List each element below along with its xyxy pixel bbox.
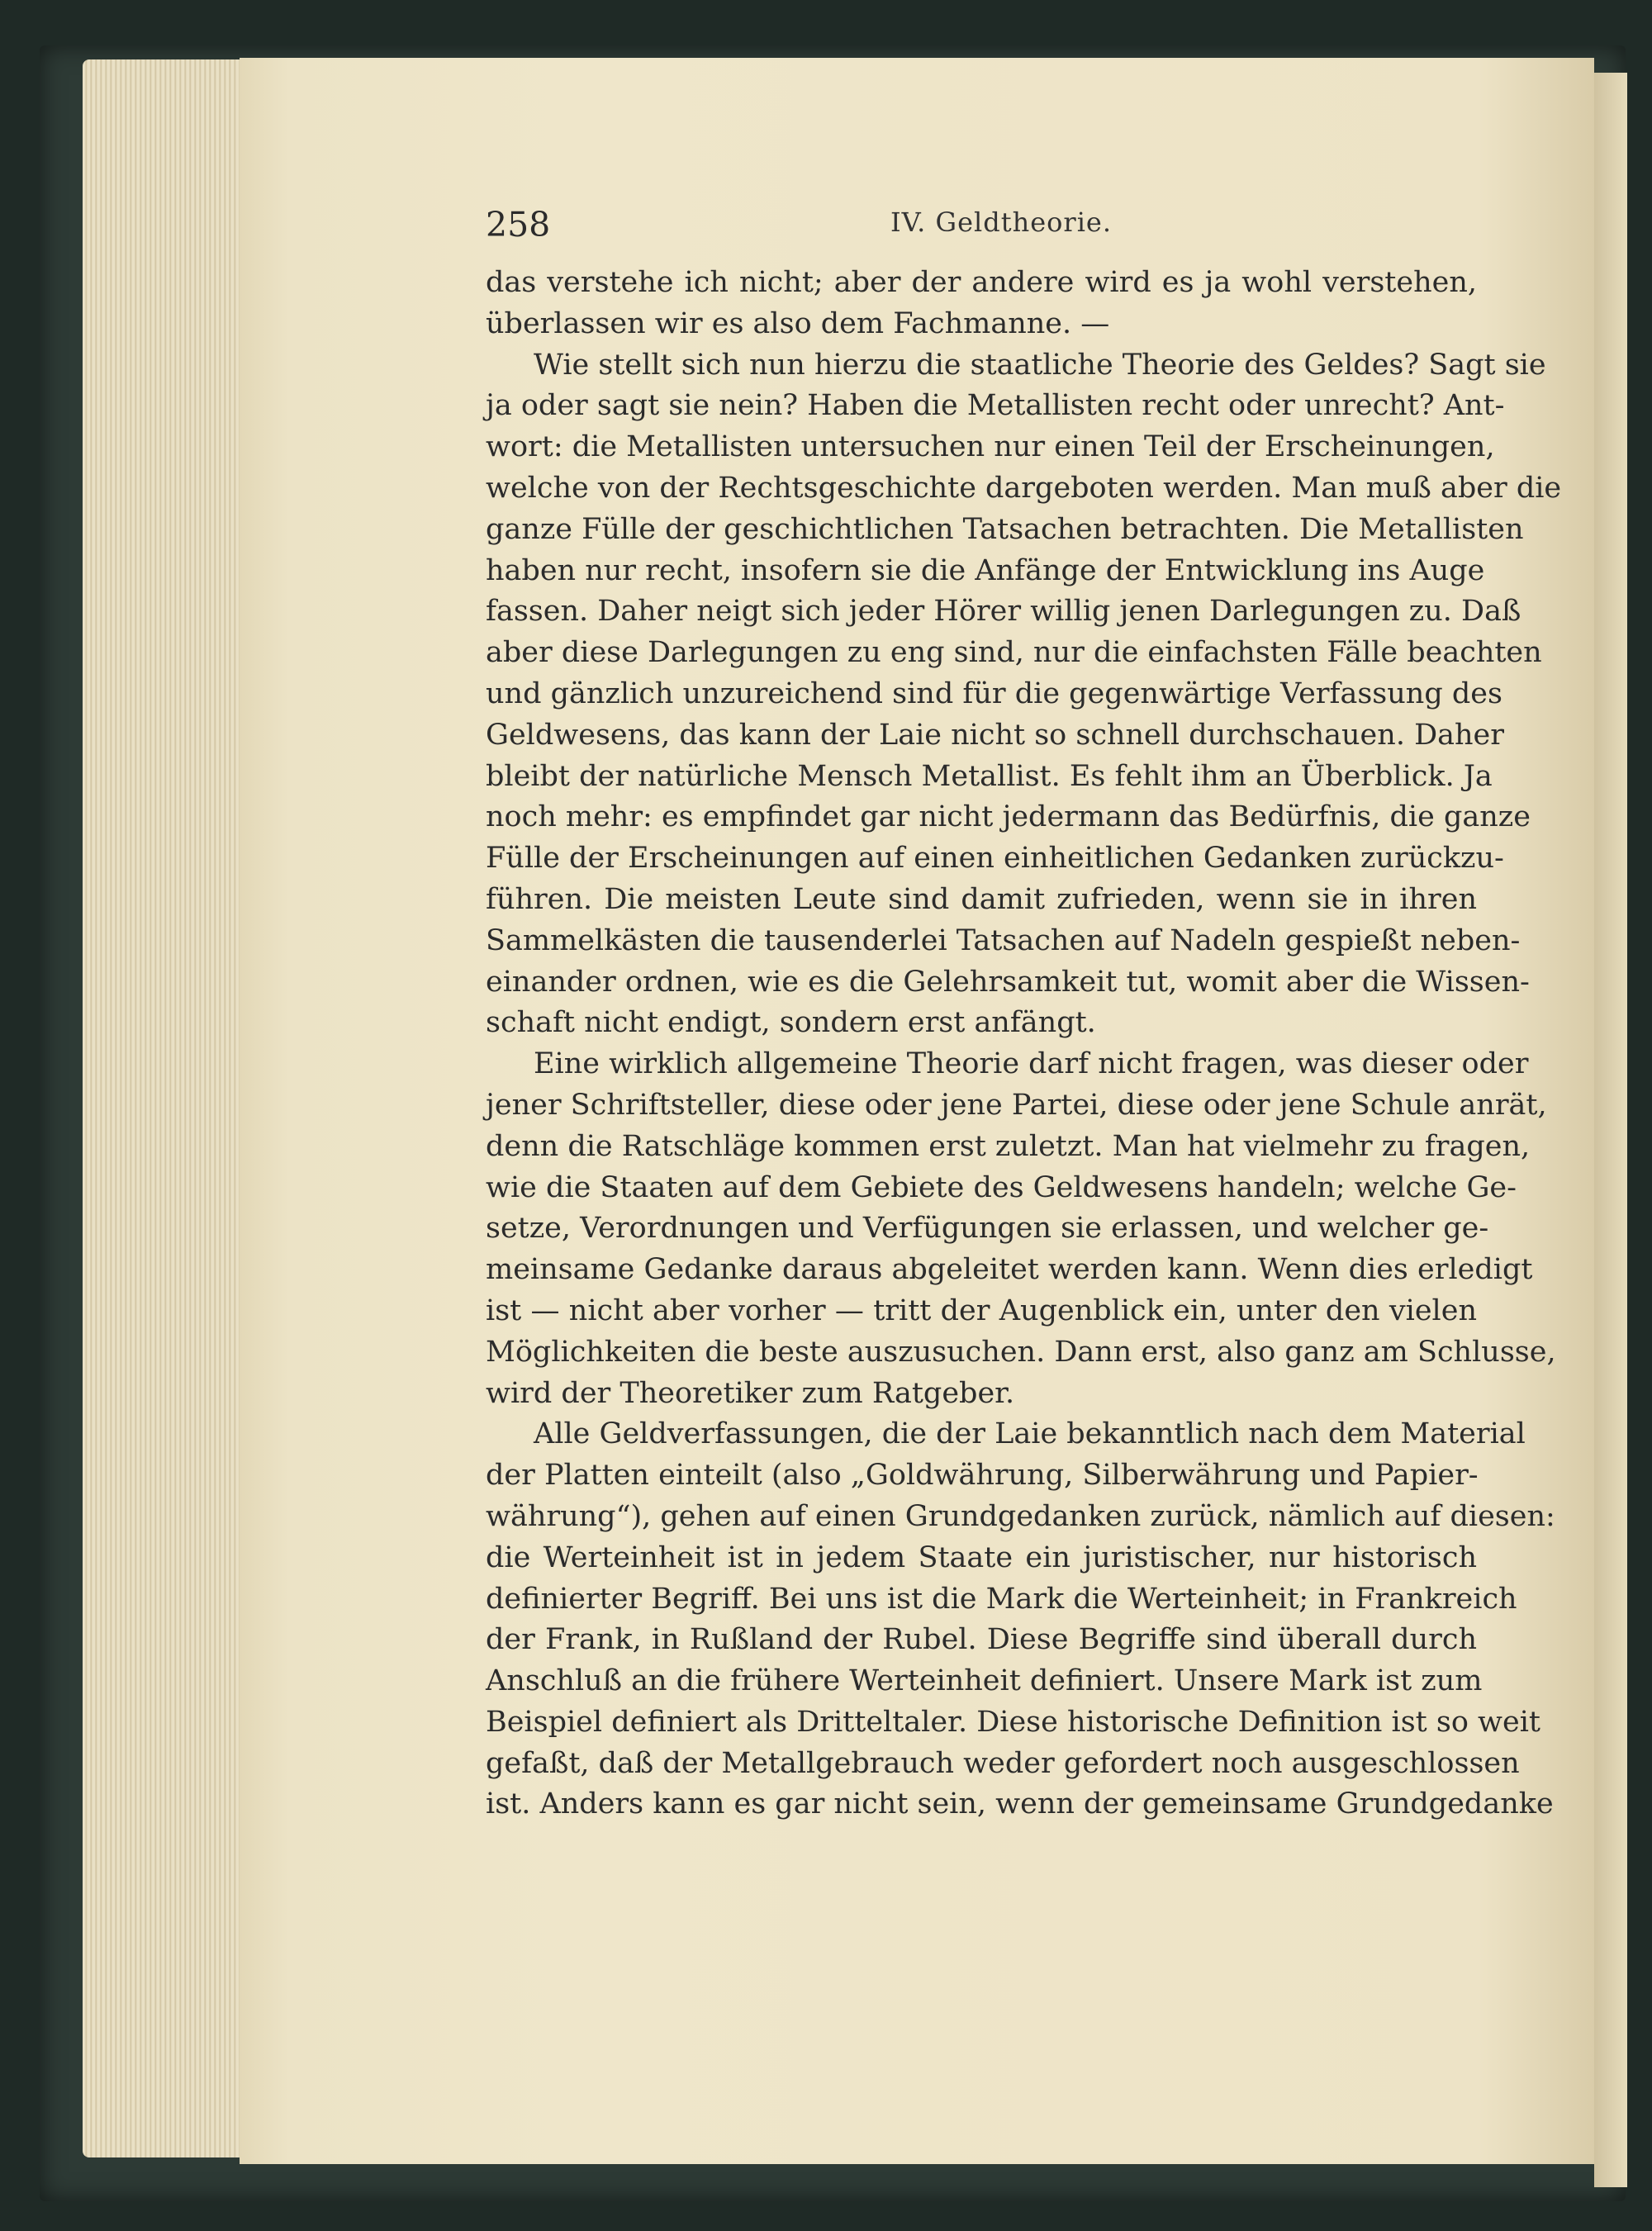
facing-page-edge	[1594, 73, 1627, 2187]
text-line: jener Schriftsteller, diese oder jene Partei, diese oder jene Schule anrät,	[486, 1088, 1547, 1122]
text-line: ist. Anders kann es gar nicht sein, wenn der gemeinsame Grundgedanke	[486, 1787, 1554, 1821]
text-line: bleibt der natürliche Mensch Metallist. Es fehlt ihm an Überblick. Ja	[486, 759, 1493, 793]
text-line: aber diese Darlegungen zu eng sind, nur die einfachsten Fälle beachten	[486, 636, 1542, 670]
text-line: welche von der Rechtsgeschichte dargeboten werden. Man muß aber die	[486, 471, 1562, 505]
text-line: Fülle der Erscheinungen auf einen einheitlichen Gedanken zurückzu-	[486, 842, 1504, 876]
text-line: Beispiel definiert als Dritteltaler. Diese historische Definition ist so weit	[486, 1705, 1540, 1739]
page-header	[486, 205, 1485, 254]
text-line: denn die Ratschläge kommen erst zuletzt. Man hat vielmehr zu fragen,	[486, 1129, 1531, 1163]
text-line: überlassen wir es also dem Fachmanne. —	[486, 306, 1110, 340]
text-line: schaft nicht endigt, sondern erst anfängt.	[486, 1006, 1096, 1040]
text-line: Alle Geldverfassungen, die der Laie bekanntlich nach dem Material	[534, 1417, 1526, 1451]
text-line: definierter Begriff. Bei uns ist die Mark die Werteinheit; in Frankreich	[486, 1582, 1517, 1616]
text-line: wie die Staaten auf dem Gebiete des Geldwesens handeln; welche Ge-	[486, 1170, 1517, 1204]
text-line: einander ordnen, wie es die Gelehrsamkeit tut, womit aber die Wissen-	[486, 965, 1530, 999]
text-line: die Werteinheit ist in jedem Staate ein juristischer, nur historisch	[486, 1540, 1477, 1574]
text-line: ist — nicht aber vorher — tritt der Augenblick ein, unter den vielen	[486, 1294, 1477, 1327]
text-line: meinsame Gedanke daraus abgeleitet werden kann. Wenn dies erledigt	[486, 1253, 1533, 1287]
text-line: und gänzlich unzureichend sind für die gegenwärtige Verfassung des	[486, 676, 1502, 710]
text-line: ja oder sagt sie nein? Haben die Metallisten recht oder unrecht? Ant-	[486, 389, 1505, 423]
text-line: Geldwesens, das kann der Laie nicht so schnell durchschauen. Daher	[486, 718, 1504, 752]
text-line: wort: die Metallisten untersuchen nur einen Teil der Erscheinungen,	[486, 430, 1495, 464]
text-line: das verstehe ich nicht; aber der andere wird es ja wohl verstehen,	[486, 266, 1477, 299]
text-line: setze, Verordnungen und Verfügungen sie erlassen, und welcher ge-	[486, 1212, 1489, 1246]
text-line: Eine wirklich allgemeine Theorie darf nicht fragen, was dieser oder	[534, 1047, 1529, 1081]
text-line: Sammelkästen die tausenderlei Tatsachen auf Nadeln gespießt neben-	[486, 923, 1521, 957]
running-head: IV. Geldtheorie.	[890, 206, 1113, 238]
text-line: noch mehr: es empfindet gar nicht jedermann das Bedürfnis, die ganze	[486, 800, 1531, 834]
page-edges	[83, 59, 248, 2157]
text-line: währung“), gehen auf einen Grundgedanken zurück, nämlich auf diesen:	[486, 1499, 1555, 1533]
text-line: Möglichkeiten die beste auszusuchen. Dann erst, also ganz am Schlusse,	[486, 1335, 1556, 1369]
body-text	[486, 263, 1562, 1825]
text-line: haben nur recht, insofern sie die Anfänge der Entwicklung ins Auge	[486, 553, 1485, 587]
text-line: Anschluß an die frühere Werteinheit definiert. Unsere Mark ist zum	[486, 1664, 1483, 1698]
text-line: der Platten einteilt (also „Goldwährung, Silberwährung und Papier-	[486, 1459, 1479, 1493]
text-line: Wie stellt sich nun hierzu die staatliche Theorie des Geldes? Sagt sie	[534, 348, 1546, 382]
text-line: ganze Fülle der geschichtlichen Tatsachen betrachten. Die Metallisten	[486, 512, 1524, 546]
text-line: führen. Die meisten Leute sind damit zufrieden, wenn sie in ihren	[486, 882, 1477, 916]
page-number: 258	[486, 205, 551, 244]
text-line: gefaßt, daß der Metallgebrauch weder gefordert noch ausgeschlossen	[486, 1746, 1520, 1780]
text-line: fassen. Daher neigt sich jeder Hörer willig jenen Darlegungen zu. Daß	[486, 595, 1521, 629]
text-line: wird der Theoretiker zum Ratgeber.	[486, 1376, 1015, 1410]
text-line: der Frank, in Rußland der Rubel. Diese Begriffe sind überall durch	[486, 1623, 1477, 1657]
